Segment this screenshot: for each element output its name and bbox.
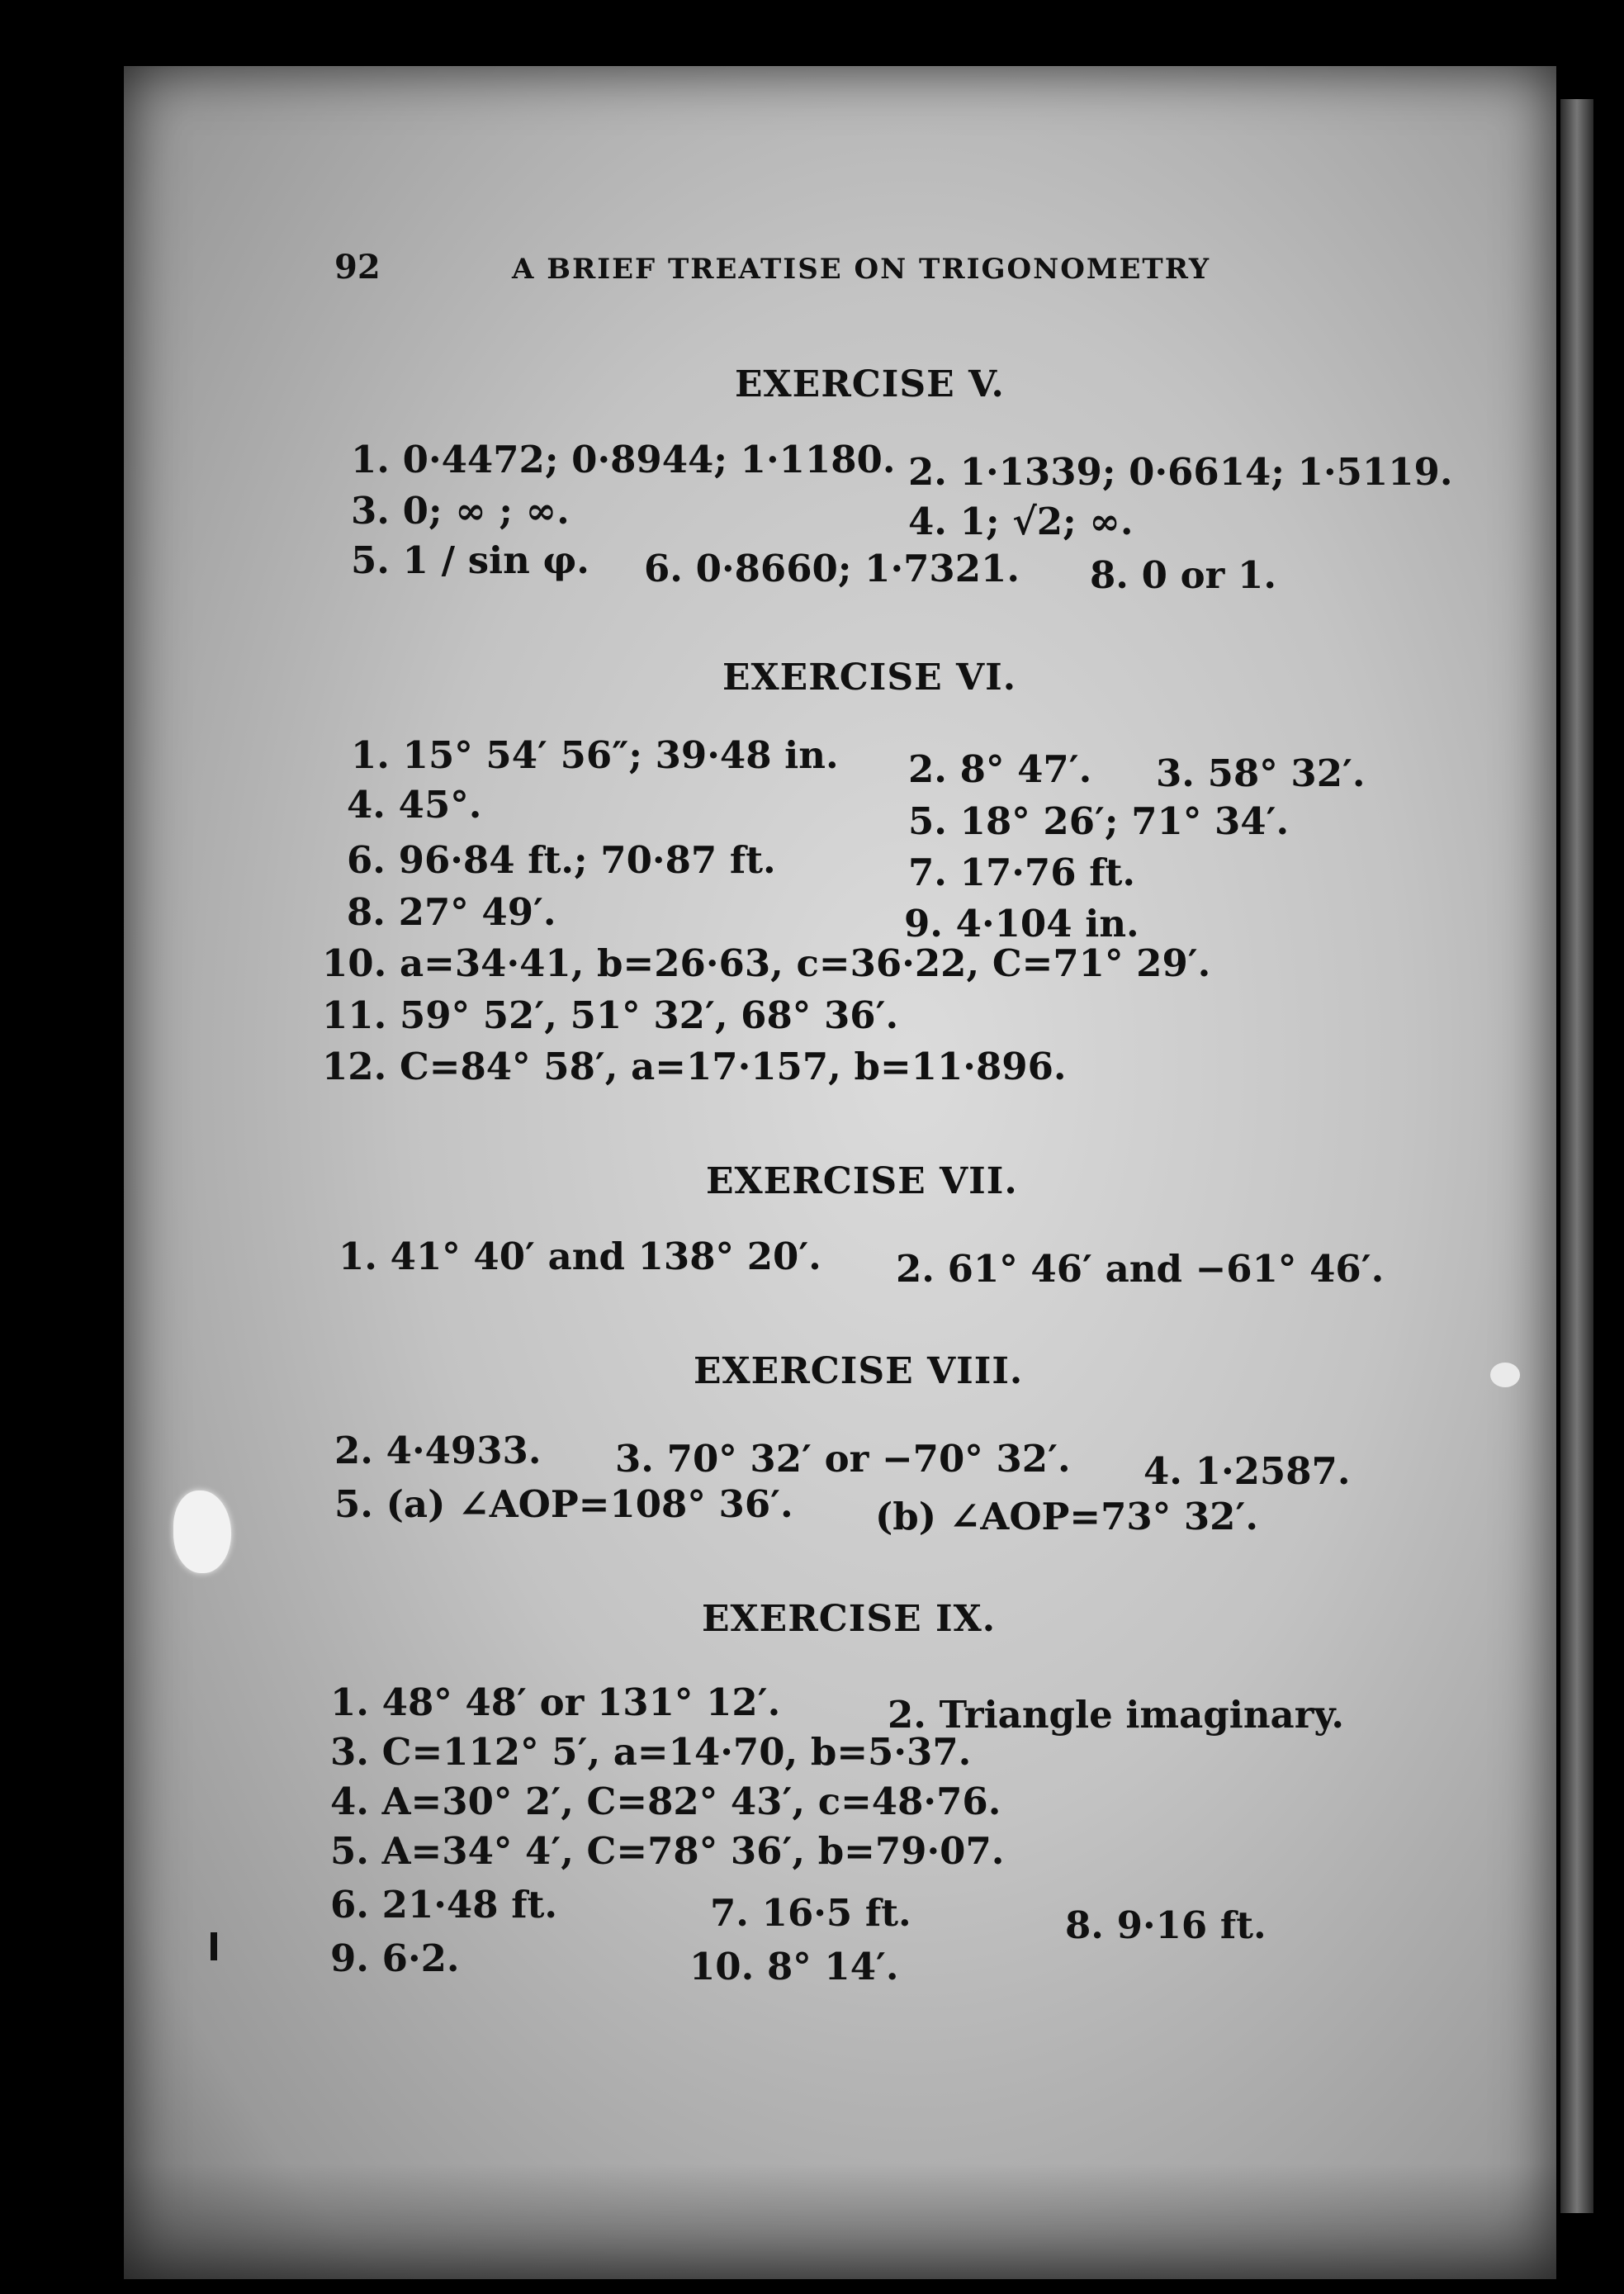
ex9-answer-5: 5. A=34° 4′, C=78° 36′, b=79·07. [330,1829,1005,1873]
ex5-answer-8: 8. 0 or 1. [1090,553,1276,597]
page-number: 92 [334,248,381,287]
book-spine-edge [1560,99,1593,2213]
ex6-answer-9: 9. 4·104 in. [904,902,1139,946]
ex9-answer-7: 7. 16·5 ft. [710,1891,911,1935]
exercise-ix-heading: EXERCISE IX. [702,1598,997,1640]
ex8-answer-5a: 5. (a) ∠AOP=108° 36′. [334,1482,793,1526]
ex8-answer-4: 4. 1·2587. [1143,1449,1351,1493]
ex6-answer-6: 6. 96·84 ft.; 70·87 ft. [347,838,776,882]
ex9-answer-6: 6. 21·48 ft. [330,1883,558,1927]
exercise-viii-heading: EXERCISE VIII. [694,1350,1024,1392]
ex5-answer-6: 6. 0·8660; 1·7321. [644,547,1020,590]
ex6-answer-3: 3. 58° 32′. [1156,751,1366,795]
ex9-answer-8: 8. 9·16 ft. [1065,1903,1267,1947]
exercise-vi-heading: EXERCISE VI. [722,656,1017,699]
ex8-answer-5b: (b) ∠AOP=73° 32′. [875,1495,1259,1538]
ex8-answer-2: 2. 4·4933. [334,1429,542,1472]
ex7-answer-1: 1. 41° 40′ and 138° 20′. [339,1235,821,1278]
ex6-answer-5: 5. 18° 26′; 71° 34′. [908,799,1290,843]
ink-mark [211,1932,217,1960]
ex5-answer-1: 1. 0·4472; 0·8944; 1·1180. [351,438,896,481]
paper-blemish-small [1490,1363,1520,1387]
ex9-answer-10: 10. 8° 14′. [689,1945,899,1988]
ex6-answer-1: 1. 15° 54′ 56″; 39·48 in. [351,733,839,777]
ex6-answer-10: 10. a=34·41, b=26·63, c=36·22, C=71° 29′. [322,941,1211,985]
ex5-answer-4: 4. 1; √2; ∞. [908,500,1134,543]
ex6-answer-2: 2. 8° 47′. [908,747,1092,791]
exercise-v-heading: EXERCISE V. [735,363,1005,405]
ex9-answer-3: 3. C=112° 5′, a=14·70, b=5·37. [330,1730,972,1774]
ex6-answer-8: 8. 27° 49′. [347,890,556,934]
page-bottom-shadow [124,2164,1556,2279]
ex9-answer-9: 9. 6·2. [330,1936,460,1980]
ex8-answer-3: 3. 70° 32′ or −70° 32′. [615,1437,1071,1481]
paper-blemish [173,1491,231,1573]
ex9-answer-4: 4. A=30° 2′, C=82° 43′, c=48·76. [330,1780,1001,1823]
ex5-answer-3: 3. 0; ∞ ; ∞. [351,489,570,533]
ex6-answer-11: 11. 59° 52′, 51° 32′, 68° 36′. [322,993,899,1037]
ex6-answer-12: 12. C=84° 58′, a=17·157, b=11·896. [322,1045,1067,1088]
running-header [0,248,1624,297]
ex5-answer-5: 5. 1 / sin φ. [351,538,589,582]
ex6-answer-4: 4. 45°. [347,783,482,827]
ex7-answer-2: 2. 61° 46′ and −61° 46′. [896,1247,1385,1291]
ex6-answer-7: 7. 17·76 ft. [908,851,1136,894]
running-title: A BRIEF TREATISE ON TRIGONOMETRY [512,253,1211,286]
ex5-answer-2: 2. 1·1339; 0·6614; 1·5119. [908,450,1453,494]
exercise-vii-heading: EXERCISE VII. [706,1160,1018,1202]
ex9-answer-1: 1. 48° 48′ or 131° 12′. [330,1680,781,1724]
ex9-answer-2: 2. Triangle imaginary. [888,1693,1345,1737]
